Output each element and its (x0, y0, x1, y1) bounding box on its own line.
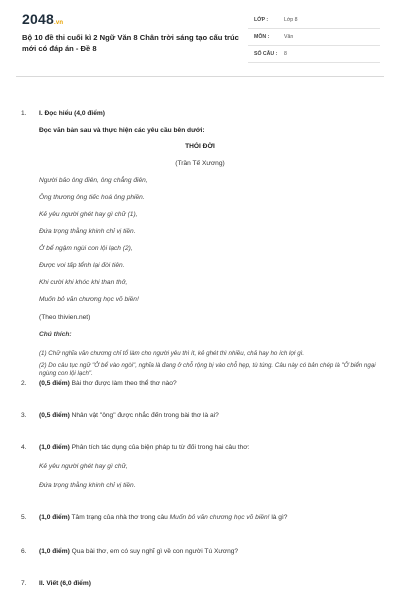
meta-key: LỚP : (254, 17, 269, 23)
meta-value: Lớp 8 (284, 17, 298, 23)
question-number: 1. (21, 110, 27, 117)
note-item: (2) Do câu tục ngữ "Ở bể vào ngòi", nghĩa là đang ở chỗ rộng bị vào chỗ hẹp, tù túng. Câu này có bản chép là "Ở biển ngại ngùng con lội lạch". (39, 362, 376, 377)
site-logo[interactable]: 2048.vn (22, 11, 64, 27)
question-score: (1,0 điểm) (39, 514, 70, 521)
question-number: 2. (21, 380, 27, 387)
meta-key: MÔN : (254, 34, 270, 40)
question-number: 4. (21, 444, 27, 451)
meta-key: SỐ CÂU : (254, 51, 278, 57)
question-score: (1,0 điểm) (39, 444, 70, 451)
question-score: (0,5 điểm) (39, 412, 70, 419)
quoted-line: Kẻ yêu người ghét hay gì chữ, (39, 463, 128, 470)
question-5 (39, 514, 287, 522)
poem-line: Đứa trọng thằng khinh chỉ vị tiền. (39, 228, 136, 235)
poem-author: (Trần Tế Xương) (175, 160, 225, 167)
poem-line: Ông thương ông tiếc hoá ông phiền. (39, 194, 145, 201)
reading-instruction: Đọc văn bản sau và thực hiện các yêu cầu bên dưới: (39, 127, 205, 134)
question-score: (1,0 điểm) (39, 548, 70, 555)
question-score: (0,5 điểm) (39, 380, 70, 387)
poem-line: Được voi tấp tểnh lại đòi tiên. (39, 262, 125, 269)
question-3 (39, 412, 219, 420)
poem-line: Ở bể ngậm ngùi con lội lạch (2), (39, 245, 133, 252)
poem-line: Muốn bỏ văn chương học võ biền! (39, 296, 139, 303)
question-text: Phân tích tác dụng của biện pháp tu từ đối trong hai câu thơ: (71, 444, 250, 451)
section-heading-writing: II. Viết (6,0 điểm) (39, 580, 91, 587)
note-item: (1) Chữ nghĩa văn chương chỉ tổ làm cho người yêu thì ít, kẻ ghét thì nhiều, chả hay ho ích lợi gì. (39, 350, 305, 357)
poem-line: Khi cười khi khóc khi than thở, (39, 279, 128, 286)
question-4 (39, 444, 249, 452)
poem-source: (Theo thivien.net) (39, 314, 91, 321)
document-title: Bộ 10 đề thi cuối kì 2 Ngữ Văn 8 Chân trời sáng tạo cấu trúc mới có đáp án - Đề 8 (22, 33, 239, 53)
question-6 (39, 548, 238, 556)
question-number: 3. (21, 412, 27, 419)
question-number: 7. (21, 580, 27, 587)
question-text: Tâm trạng của nhà thơ trong câu (71, 514, 168, 521)
poem-title: THÓI ĐỜI (185, 143, 215, 150)
poem-line: Kẻ yêu người ghét hay gì chữ (1), (39, 211, 138, 218)
meta-value: Văn (284, 34, 294, 40)
question-quote: Muốn bỏ văn chương học võ biền! (169, 514, 270, 521)
notes-heading: Chú thích: (39, 331, 72, 338)
question-number: 5. (21, 514, 27, 521)
question-text: Nhân vật "ông" được nhắc đến trong bài thơ là ai? (71, 412, 219, 419)
poem-line: Người bảo ông điên, ông chẳng điên, (39, 177, 148, 184)
question-2 (39, 380, 177, 388)
meta-value: 8 (284, 51, 287, 57)
question-text: là gì? (271, 514, 288, 521)
question-text: Qua bài thơ, em có suy nghĩ gì về con người Tú Xương? (71, 548, 239, 555)
section-heading-reading: I. Đọc hiểu (4,0 điểm) (39, 110, 105, 117)
question-number: 6. (21, 548, 27, 555)
quoted-line: Đứa trọng thằng khinh chỉ vị tiền. (39, 482, 136, 489)
question-text: Bài thơ được làm theo thể thơ nào? (71, 380, 177, 387)
